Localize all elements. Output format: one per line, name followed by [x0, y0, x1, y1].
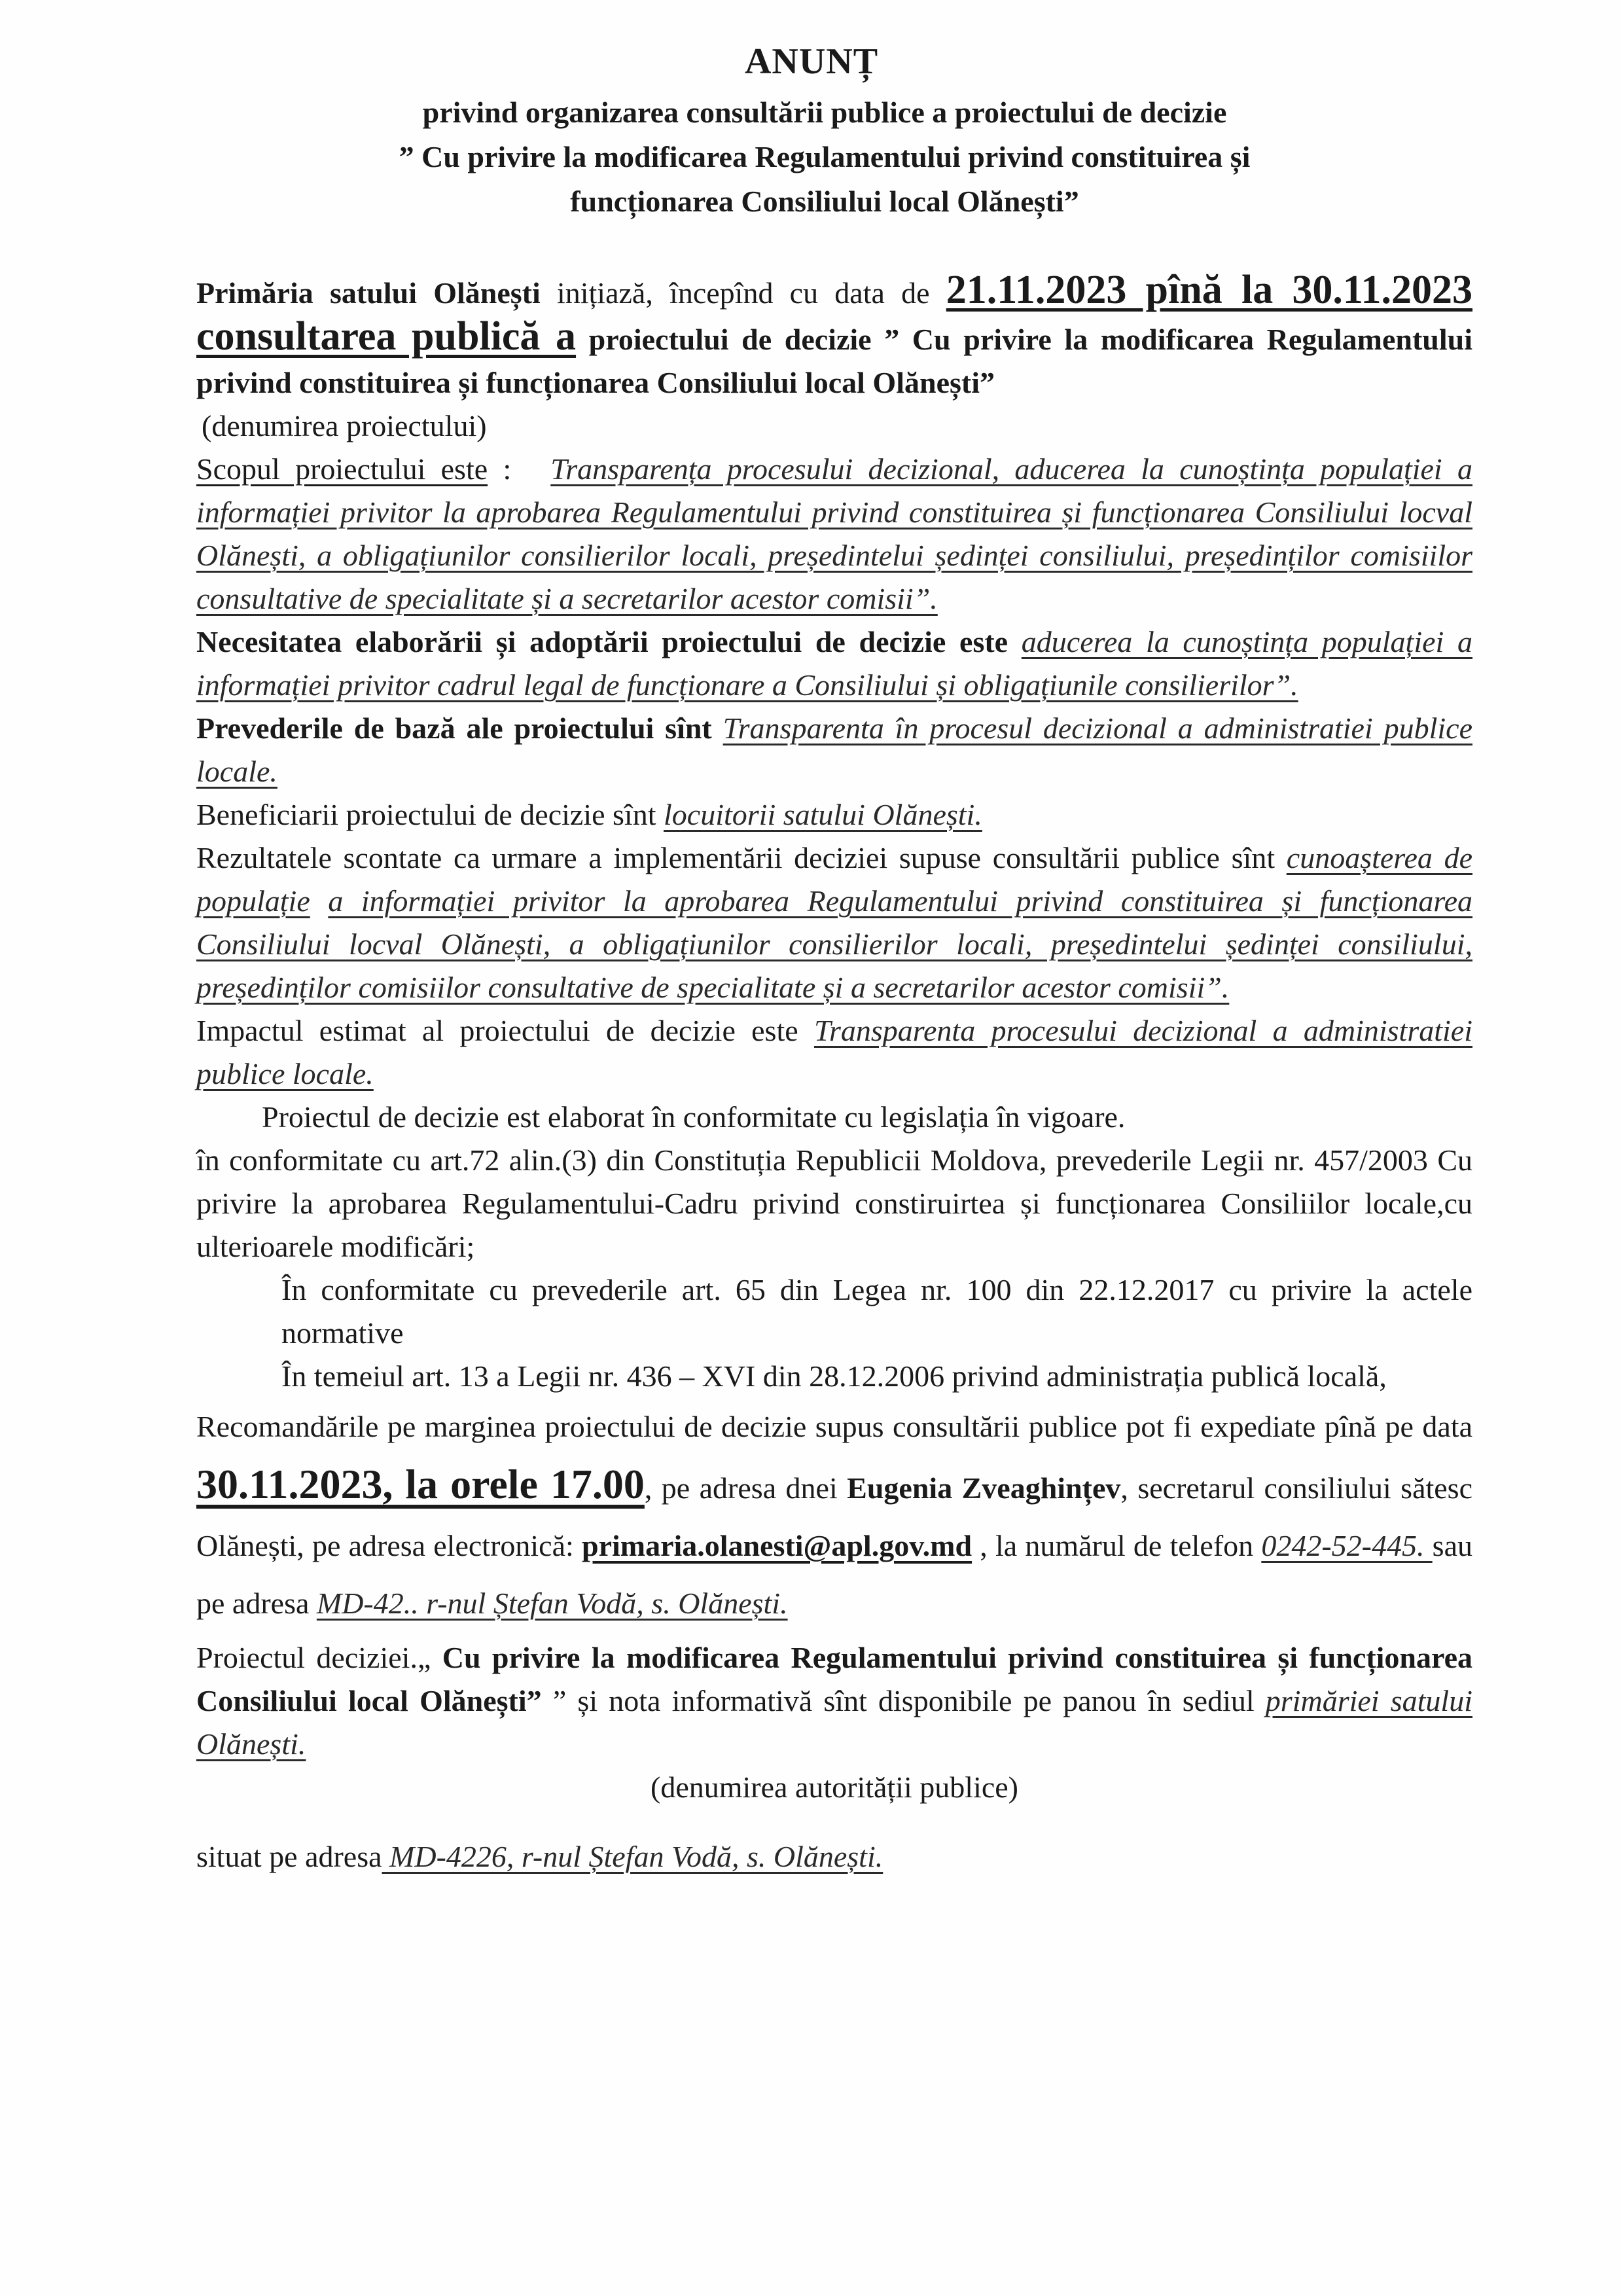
beneficiaries-value: locuitorii satului Olănești. — [664, 798, 982, 831]
announcement-body — [196, 268, 1472, 1878]
located-paragraph — [196, 1835, 1472, 1878]
beneficiaries-label: Beneficiarii proiectului de decizie sînt — [196, 798, 664, 831]
availability-lead: Proiectul deciziei.„ — [196, 1641, 442, 1674]
provisions-label: Prevederile de bază ale proiectului sînt — [196, 711, 723, 745]
scope-paragraph — [196, 448, 1472, 620]
results-value-1: cunoașterea de populație — [196, 841, 1472, 918]
necessity-label: Necesitatea elaborării și adoptării proiectului de decizie este — [196, 625, 1008, 658]
project-prefix: proiectului de decizie — [576, 323, 885, 356]
intro-text: inițiază, începînd cu data de — [556, 276, 946, 310]
availability-paragraph — [196, 1636, 1472, 1766]
subtitle-line: privind organizarea consultării publice a proiectului de decizie — [422, 96, 1227, 129]
phone-prefix: , la numărul de telefon — [972, 1529, 1262, 1562]
subtitle-line: ” Cu privire la modificarea Regulamentului privind constituirea și — [399, 140, 1251, 173]
impact-value: Transparenta procesului decizional a administratiei publice locale. — [196, 1014, 1472, 1090]
consultation-period: 21.11.2023 pînă la 30.11.2023 consultarea publică a — [196, 268, 1472, 359]
located-prefix: situat pe adresa — [196, 1840, 382, 1873]
contact-role: , secretarul consiliului sătesc Olănești, pe adresa electronică: — [196, 1471, 1472, 1562]
postal-address: MD-42.. r-nul Ștefan Vodă, s. Olănești. — [316, 1587, 788, 1620]
necessity-value: aducerea la cunoștința populației a informației privitor cadrul legal de funcționare a Consiliului și obligațiunile consilierilor”. — [196, 625, 1473, 702]
announcement-title: ANUNȚ — [744, 41, 879, 82]
authority-name: Primăria satului Olănești — [196, 276, 557, 310]
subtitle-line: funcționarea Consiliului local Olănești” — [570, 185, 1079, 218]
scope-value: Transparența procesului decizional, aducerea la cunoștința populației a informației privitor la aprobarea Regulamentului privind constituirea și funcționarea Consiliului locval Olănești, a obligațiunilor consilierilor locali, președintelui ședinței consiliului, președinților comisiilor consultative de specialitate și a secretarilor acestor comisii”. — [196, 452, 1472, 615]
project-name-caption: (denumirea proiectului) — [202, 409, 487, 442]
recommendations-paragraph — [196, 1398, 1472, 1632]
impact-label: Impactul estimat al proiectului de decizie este — [196, 1014, 798, 1047]
recommendations-text: Recomandările pe marginea proiectului de decizie supus consultării publice pot fi expediate pînă pe data — [196, 1410, 1472, 1443]
email-link[interactable]: primaria.olanesti@apl.gov.md — [581, 1529, 972, 1562]
recommendations-to: , pe adresa dnei — [644, 1471, 847, 1505]
authority-caption: (denumirea autorității publice) — [651, 1770, 1018, 1804]
availability-rest: ” și nota informativă sînt disponibile pe panou în sediul — [552, 1684, 1266, 1717]
project-name: ” Cu privire la modificarea Regulamentului privind constituirea și funcționarea Consiliului local Olănești” — [196, 323, 1473, 399]
results-value-2: a informației privitor la aprobarea Regulamentului privind constituirea și funcționarea Consiliului locval Olănești, a obligațiunilor consilierilor locali, președintelui ședinței consiliului, președinților comisiilor consultative de specialitate și a secretarilor acestor comisii”. — [196, 884, 1473, 1004]
results-label: Rezultatele scontate ca urmare a implementării deciziei supuse consultării publice sînt — [196, 841, 1275, 874]
contact-name: Eugenia Zveaghințev — [847, 1471, 1121, 1505]
availability-project-name: Cu privire la modificarea Regulamentului privind constituirea și funcționarea Consiliului local Olănești” — [196, 1641, 1472, 1717]
scope-label: Scopul proiectului este — [196, 452, 488, 486]
necessity-paragraph — [196, 620, 1472, 707]
legal-paragraph-4: În temeiul art. 13 a Legii nr. 436 – XVI din 28.12.2006 privind administrația publică locală, — [281, 1359, 1387, 1393]
deadline: 30.11.2023, la orele 17.00 — [196, 1461, 645, 1507]
intro-paragraph — [196, 268, 1472, 404]
scope-colon: : — [488, 452, 512, 486]
announcement-subtitle — [249, 90, 1400, 224]
provisions-value: Transparenta în procesul decizional a administratiei publice locale. — [196, 711, 1472, 788]
beneficiaries-paragraph — [196, 793, 1472, 836]
authority-location: primăriei satului Olănești. — [196, 1684, 1472, 1761]
legal-paragraph-1: Proiectul de decizie est elaborat în conformitate cu legislația în vigoare. — [262, 1100, 1126, 1134]
provisions-paragraph — [196, 707, 1472, 793]
phone-number[interactable]: 0242-52-445. — [1261, 1529, 1433, 1562]
address-prefix: sau pe adresa — [196, 1529, 1472, 1620]
legal-paragraph-2: în conformitate cu art.72 alin.(3) din Constituția Republicii Moldova, prevederile Legii nr. 457/2003 Cu privire la aprobarea Regulamentului-Cadru privind constiruirtea și funcționarea Consiliilor locale,cu ulterioarele modificări; — [196, 1143, 1472, 1263]
located-address: MD-4226, r-nul Ștefan Vodă, s. Olănești. — [382, 1840, 883, 1873]
results-paragraph — [196, 836, 1472, 1009]
impact-paragraph — [196, 1009, 1472, 1096]
legal-paragraph-3: În conformitate cu prevederile art. 65 din Legea nr. 100 din 22.12.2017 cu privire la actele normative — [281, 1273, 1472, 1350]
